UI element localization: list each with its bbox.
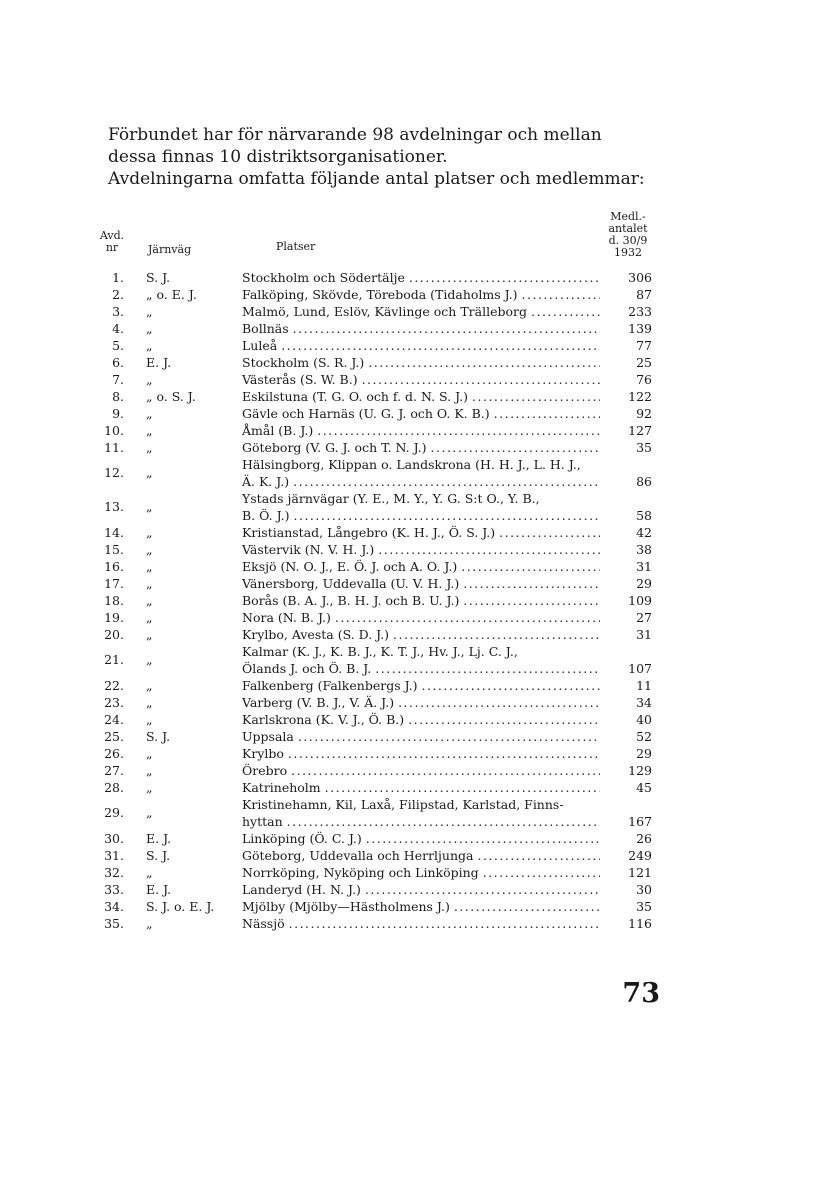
avd-nr: 3. xyxy=(112,304,124,319)
header-medl-line1: Medl.- xyxy=(610,210,646,223)
medlemsantal: 87 xyxy=(636,287,652,302)
platser-text: Ystads järnvägar (Y. E., M. Y., Y. G. S:t O., Y. B., xyxy=(242,491,540,506)
table-row xyxy=(88,915,668,932)
header-jarnvag: Järnväg xyxy=(148,243,192,256)
table-row xyxy=(88,456,668,490)
platser-text: Karlskrona (K. V. J., Ö. B.) xyxy=(242,712,405,727)
dot-leader xyxy=(362,371,600,388)
medlemsantal: 249 xyxy=(628,848,652,863)
table-row xyxy=(88,847,668,864)
avd-nr: 16. xyxy=(104,559,124,574)
avd-nr: 26. xyxy=(104,746,124,761)
dot-leader xyxy=(287,813,600,830)
platser-text: B. Ö. J.) xyxy=(242,508,290,523)
dot-leader xyxy=(398,694,600,711)
table-row xyxy=(88,354,668,371)
platser-text: Åmål (B. J.) xyxy=(242,423,314,438)
medlemsantal: 34 xyxy=(636,695,652,710)
table-row xyxy=(88,524,668,541)
dot-leader xyxy=(461,558,600,575)
jarnvag: „ o. E. J. xyxy=(146,287,197,302)
jarnvag: „ xyxy=(146,372,153,387)
jarnvag: „ xyxy=(146,652,153,667)
avd-nr: 10. xyxy=(104,423,124,438)
avd-nr: 17. xyxy=(104,576,124,591)
table-row xyxy=(88,303,668,320)
medlemsantal: 129 xyxy=(628,763,652,778)
avd-nr: 35. xyxy=(104,916,124,931)
table-row xyxy=(88,643,668,677)
platser-text: Mjölby (Mjölby—Hästholmens J.) xyxy=(242,899,450,914)
table-row xyxy=(88,881,668,898)
medlemsantal: 35 xyxy=(636,440,652,455)
platser-text: Krylbo, Avesta (S. D. J.) xyxy=(242,627,390,642)
table-row xyxy=(88,864,668,881)
platser-text: Luleå xyxy=(242,338,278,353)
table-row xyxy=(88,320,668,337)
jarnvag: „ xyxy=(146,338,153,353)
table-row xyxy=(88,558,668,575)
dot-leader xyxy=(378,541,600,558)
jarnvag: „ xyxy=(146,542,153,557)
dot-leader xyxy=(293,473,600,490)
table-row xyxy=(88,796,668,830)
avd-nr: 18. xyxy=(104,593,124,608)
avd-nr: 5. xyxy=(112,338,124,353)
jarnvag: „ xyxy=(146,576,153,591)
dot-leader xyxy=(317,422,600,439)
dot-leader xyxy=(298,728,600,745)
platser-text: Eksjö (N. O. J., E. Ö. J. och A. O. J.) xyxy=(242,559,458,574)
platser-text: Nässjö xyxy=(242,916,285,931)
medlemsantal: 45 xyxy=(636,780,652,795)
platser-text: Varberg (V. B. J., V. Ä. J.) xyxy=(242,695,395,710)
page-number: 73 xyxy=(622,978,660,1009)
medlemsantal: 233 xyxy=(628,304,652,319)
table-row xyxy=(88,898,668,915)
table-row xyxy=(88,439,668,456)
medlemsantal: 29 xyxy=(636,746,652,761)
jarnvag: „ xyxy=(146,321,153,336)
medlemsantal: 122 xyxy=(628,389,652,404)
dot-leader xyxy=(288,745,600,762)
jarnvag: „ xyxy=(146,746,153,761)
platser-text: Uppsala xyxy=(242,729,294,744)
medlemsantal: 86 xyxy=(636,474,652,489)
jarnvag: „ xyxy=(146,805,153,820)
avd-nr: 13. xyxy=(104,499,124,514)
medlemsantal: 30 xyxy=(636,882,652,897)
medlemsantal: 167 xyxy=(628,814,652,829)
header-avd-line1: Avd. xyxy=(99,229,125,242)
platser-text: Borås (B. A. J., B. H. J. och B. U. J.) xyxy=(242,593,460,608)
intro-paragraph-1: Förbundet har för närvarande 98 avdelningar och mellan dessa finnas 10 distriktsorganisationer. xyxy=(108,125,602,167)
dot-leader xyxy=(335,609,600,626)
avd-nr: 2. xyxy=(112,287,124,302)
platser-text: Göteborg (V. G. J. och T. N. J.) xyxy=(242,440,427,455)
dot-leader xyxy=(531,303,600,320)
medlemsantal: 40 xyxy=(636,712,652,727)
jarnvag: S. J. xyxy=(146,729,171,744)
platser-text: Falkenberg (Falkenbergs J.) xyxy=(242,678,418,693)
platser-text: Kalmar (K. J., K. B. J., K. T. J., Hv. J., Lj. C. J., xyxy=(242,644,518,659)
platser-text: Stockholm (S. R. J.) xyxy=(242,355,365,370)
dot-leader xyxy=(477,847,600,864)
dot-leader xyxy=(463,575,600,592)
jarnvag: „ o. S. J. xyxy=(146,389,196,404)
medlemsantal: 25 xyxy=(636,355,652,370)
platser-text: Ä. K. J.) xyxy=(242,474,290,489)
medlemsantal: 58 xyxy=(636,508,652,523)
platser-text: Örebro xyxy=(242,763,288,778)
dot-leader xyxy=(454,898,600,915)
jarnvag: „ xyxy=(146,610,153,625)
avd-nr: 20. xyxy=(104,627,124,642)
medlemsantal: 27 xyxy=(636,610,652,625)
table-row xyxy=(88,337,668,354)
jarnvag: „ xyxy=(146,525,153,540)
jarnvag: „ xyxy=(146,916,153,931)
jarnvag: „ xyxy=(146,627,153,642)
intro-paragraph-2: Avdelningarna omfatta följande antal platser och medlemmar: xyxy=(108,169,645,189)
platser-text: Västerås (S. W. B.) xyxy=(242,372,358,387)
jarnvag: „ xyxy=(146,865,153,880)
avd-nr: 21. xyxy=(104,652,124,667)
jarnvag: „ xyxy=(146,423,153,438)
platser-text: Vänersborg, Uddevalla (U. V. H. J.) xyxy=(242,576,460,591)
avd-nr: 19. xyxy=(104,610,124,625)
dot-leader xyxy=(368,354,600,371)
platser-text: Falköping, Skövde, Töreboda (Tidaholms J.) xyxy=(242,287,518,302)
avd-nr: 29. xyxy=(104,805,124,820)
jarnvag: E. J. xyxy=(146,355,172,370)
medlemsantal: 42 xyxy=(636,525,652,540)
dot-leader xyxy=(408,711,600,728)
table-row xyxy=(88,745,668,762)
jarnvag: „ xyxy=(146,780,153,795)
avd-nr: 15. xyxy=(104,542,124,557)
platser-text: hyttan xyxy=(242,814,283,829)
jarnvag: „ xyxy=(146,559,153,574)
member-table xyxy=(88,269,668,932)
table-row xyxy=(88,541,668,558)
table-row xyxy=(88,592,668,609)
platser-text: Hälsingborg, Klippan o. Landskrona (H. H. J., L. H. J., xyxy=(242,457,581,472)
medlemsantal: 11 xyxy=(636,678,652,693)
platser-text: Katrineholm xyxy=(242,780,321,795)
dot-leader xyxy=(325,779,600,796)
header-medl-line3: d. 30/9 xyxy=(608,234,648,247)
jarnvag: „ xyxy=(146,763,153,778)
avd-nr: 32. xyxy=(104,865,124,880)
medlemsantal: 306 xyxy=(628,270,652,285)
jarnvag: „ xyxy=(146,304,153,319)
jarnvag: S. J. o. E. J. xyxy=(146,899,215,914)
avd-nr: 33. xyxy=(104,882,124,897)
medlemsantal: 31 xyxy=(636,559,652,574)
jarnvag: „ xyxy=(146,440,153,455)
platser-text: Krylbo xyxy=(242,746,284,761)
table-row xyxy=(88,371,668,388)
platser-text: Kristinehamn, Kil, Laxå, Filipstad, Karlstad, Finns- xyxy=(242,797,564,812)
table-row xyxy=(88,388,668,405)
dot-leader xyxy=(409,269,600,286)
medlemsantal: 31 xyxy=(636,627,652,642)
dot-leader xyxy=(281,337,600,354)
table-row xyxy=(88,422,668,439)
medlemsantal: 116 xyxy=(628,916,652,931)
platser-text: Gävle och Harnäs (U. G. J. och O. K. B.) xyxy=(242,406,490,421)
dot-leader xyxy=(522,286,600,303)
medlemsantal: 29 xyxy=(636,576,652,591)
medlemsantal: 76 xyxy=(636,372,652,387)
dot-leader xyxy=(393,626,600,643)
header-medl-line2: antalet xyxy=(608,222,648,235)
jarnvag: „ xyxy=(146,499,153,514)
dot-leader xyxy=(294,507,601,524)
platser-text: Linköping (Ö. C. J.) xyxy=(242,831,362,846)
medlemsantal: 121 xyxy=(628,865,652,880)
table-row xyxy=(88,609,668,626)
medlemsantal: 139 xyxy=(628,321,652,336)
avd-nr: 1. xyxy=(112,270,124,285)
platser-text: Kristianstad, Långebro (K. H. J., Ö. S. J.) xyxy=(242,525,496,540)
avd-nr: 6. xyxy=(112,355,124,370)
platser-text: Landeryd (H. N. J.) xyxy=(242,882,361,897)
avd-nr: 11. xyxy=(104,440,124,455)
platser-text: Nora (N. B. J.) xyxy=(242,610,331,625)
table-row xyxy=(88,779,668,796)
avd-nr: 4. xyxy=(112,321,124,336)
table-row xyxy=(88,762,668,779)
table-row xyxy=(88,575,668,592)
table-row xyxy=(88,728,668,745)
jarnvag: „ xyxy=(146,695,153,710)
dot-leader xyxy=(289,915,600,932)
platser-text: Bollnäs xyxy=(242,321,289,336)
avd-nr: 8. xyxy=(112,389,124,404)
dot-leader xyxy=(375,660,600,677)
medlemsantal: 127 xyxy=(628,423,652,438)
dot-leader xyxy=(494,405,600,422)
table-row xyxy=(88,694,668,711)
medlemsantal: 77 xyxy=(636,338,652,353)
jarnvag: S. J. xyxy=(146,848,171,863)
medlemsantal: 38 xyxy=(636,542,652,557)
jarnvag: „ xyxy=(146,465,153,480)
jarnvag: „ xyxy=(146,593,153,608)
medlemsantal: 52 xyxy=(636,729,652,744)
jarnvag: E. J. xyxy=(146,831,172,846)
jarnvag: E. J. xyxy=(146,882,172,897)
avd-nr: 7. xyxy=(112,372,124,387)
table-row xyxy=(88,490,668,524)
table-row xyxy=(88,286,668,303)
jarnvag: „ xyxy=(146,678,153,693)
medlemsantal: 107 xyxy=(628,661,652,676)
jarnvag: S. J. xyxy=(146,270,171,285)
dot-leader xyxy=(463,592,600,609)
avd-nr: 9. xyxy=(112,406,124,421)
medlemsantal: 35 xyxy=(636,899,652,914)
avd-nr: 22. xyxy=(104,678,124,693)
avd-nr: 34. xyxy=(104,899,124,914)
platser-text: Stockholm och Södertälje xyxy=(242,270,405,285)
avd-nr: 23. xyxy=(104,695,124,710)
dot-leader xyxy=(499,524,600,541)
jarnvag: „ xyxy=(146,406,153,421)
platser-text: Västervik (N. V. H. J.) xyxy=(242,542,375,557)
avd-nr: 28. xyxy=(104,780,124,795)
jarnvag: „ xyxy=(146,712,153,727)
header-avd-nr xyxy=(92,230,132,254)
table-row xyxy=(88,711,668,728)
dot-leader xyxy=(293,320,600,337)
intro-text xyxy=(108,124,648,190)
header-medlemsantal xyxy=(596,211,660,259)
table-row xyxy=(88,269,668,286)
platser-text: Göteborg, Uddevalla och Herrljunga xyxy=(242,848,474,863)
medlemsantal: 92 xyxy=(636,406,652,421)
platser-text: Eskilstuna (T. G. O. och f. d. N. S. J.) xyxy=(242,389,469,404)
dot-leader xyxy=(472,388,600,405)
header-medl-line4: 1932 xyxy=(614,246,642,259)
avd-nr: 24. xyxy=(104,712,124,727)
platser-text: Norrköping, Nyköping och Linköping xyxy=(242,865,479,880)
table-row xyxy=(88,626,668,643)
avd-nr: 14. xyxy=(104,525,124,540)
medlemsantal: 109 xyxy=(628,593,652,608)
header-avd-line2: nr xyxy=(105,241,119,254)
table-row xyxy=(88,830,668,847)
avd-nr: 30. xyxy=(104,831,124,846)
header-platser: Platser xyxy=(276,240,316,253)
avd-nr: 31. xyxy=(104,848,124,863)
platser-text: Ölands J. och Ö. B. J. xyxy=(242,661,372,676)
dot-leader xyxy=(365,881,600,898)
dot-leader xyxy=(421,677,600,694)
table-row xyxy=(88,677,668,694)
avd-nr: 27. xyxy=(104,763,124,778)
dot-leader xyxy=(483,864,600,881)
avd-nr: 12. xyxy=(104,465,124,480)
dot-leader xyxy=(291,762,600,779)
table-row xyxy=(88,405,668,422)
dot-leader xyxy=(431,439,600,456)
dot-leader xyxy=(366,830,600,847)
platser-text: Malmö, Lund, Eslöv, Kävlinge och Trälleborg xyxy=(242,304,527,319)
medlemsantal: 26 xyxy=(636,831,652,846)
avd-nr: 25. xyxy=(104,729,124,744)
